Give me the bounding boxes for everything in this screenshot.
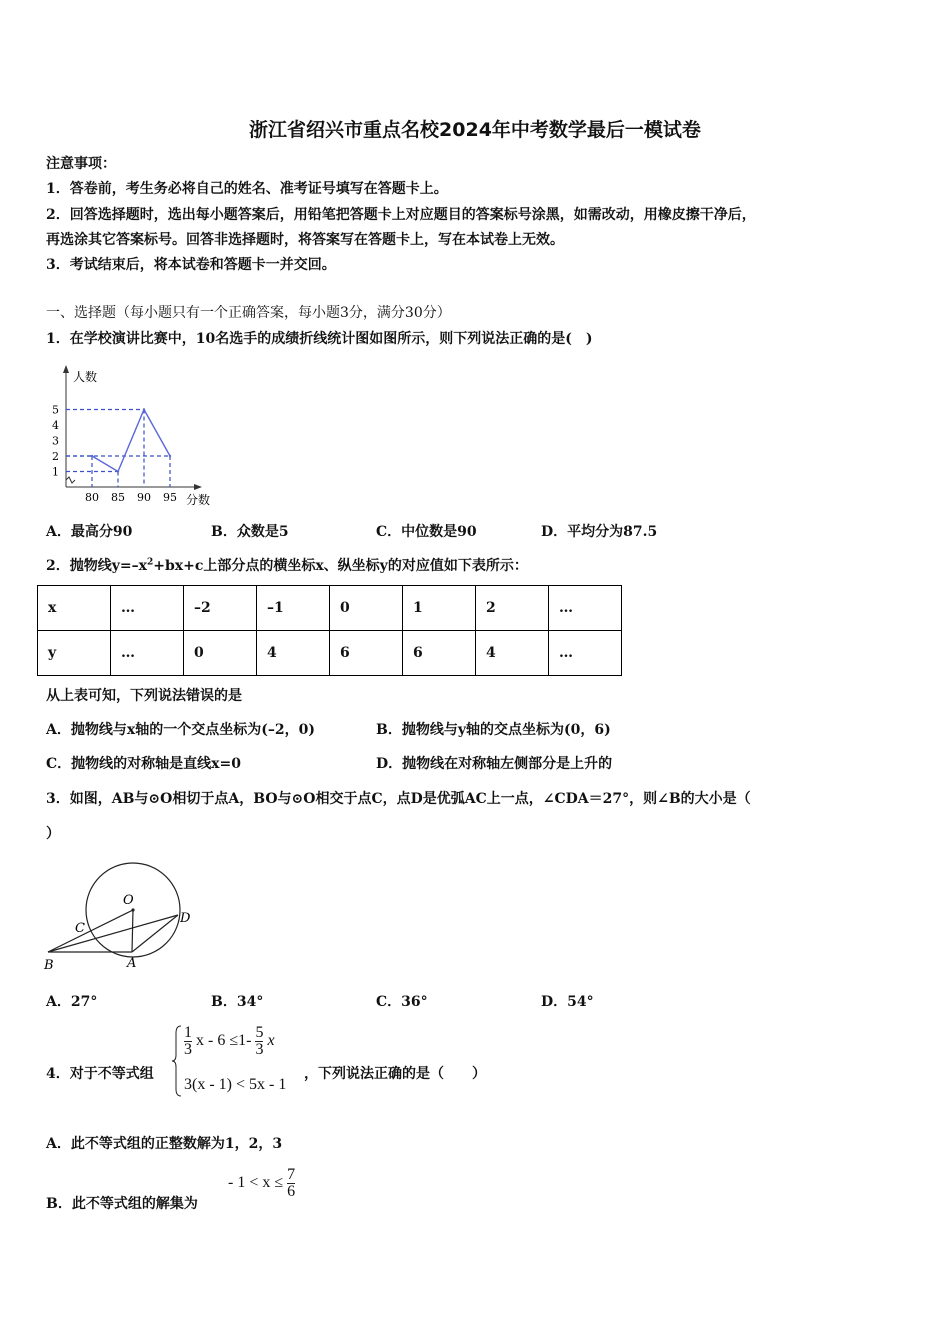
q1-line-chart [46, 362, 226, 507]
q3-circle-figure [40, 855, 210, 975]
q1-option-d[interactable]: D．平均分为87.5 [541, 524, 658, 540]
table-row [38, 631, 622, 676]
series-line [92, 410, 170, 472]
q2-value-table [37, 585, 622, 676]
q4-text-pre: 4．对于不等式组 [46, 1066, 154, 1082]
table-cell: … [549, 586, 622, 631]
x-tick-label: 95 [163, 491, 177, 504]
chart-labels [52, 369, 210, 507]
label-a: A [127, 956, 137, 971]
brace-icon [172, 1025, 182, 1097]
table-cell: 4 [476, 631, 549, 676]
y-tick-label: 3 [52, 434, 59, 448]
q2-option-d[interactable]: D．抛物线在对称轴左侧部分是上升的 [376, 756, 613, 772]
notes-item-2a: 2．回答选择题时，选出每小题答案后，用铅笔把答题卡上对应题目的答案标号涂黑，如需改动，用橡皮擦干净后， [46, 207, 756, 223]
page-title: 浙江省绍兴市重点名校2024年中考数学最后一模试卷 [249, 119, 701, 141]
q4-option-b-math: - 1 < x ≤ $\frac{7}{6}$ [228, 1166, 296, 1200]
label-o: O [123, 893, 134, 908]
q3-option-c[interactable]: C．36° [376, 994, 428, 1010]
table-cell: 2 [476, 586, 549, 631]
point-o [131, 908, 134, 911]
data-point [91, 455, 93, 457]
q1-option-b[interactable]: B．众数是5 [211, 524, 289, 540]
section-heading: 一、选择题（每小题只有一个正确答案，每小题3分，满分30分） [46, 305, 451, 321]
x-tick-label: 85 [111, 491, 125, 504]
chart-guides [66, 410, 170, 488]
y-tick-label: 1 [52, 465, 59, 479]
q2-text: 2．抛物线$y=-x^2+bx+c$上部分点的横坐标x、纵坐标y的对应值如下表所示： [46, 557, 528, 574]
label-d: D [180, 911, 191, 926]
q4-text-post: ，下列说法正确的是（ ） [304, 1066, 486, 1082]
data-point [117, 470, 119, 472]
x-tick-label: 90 [137, 491, 151, 504]
q2-option-c[interactable]: C．抛物线的对称轴是直线x=0 [46, 756, 241, 772]
table-row [38, 586, 622, 631]
table-cell: … [111, 586, 184, 631]
table-cell: –1 [257, 586, 330, 631]
x-axis-label: 分数 [186, 493, 211, 507]
q1-option-c[interactable]: C．中位数是90 [376, 524, 477, 540]
notes-item-2b: 再选涂其它答案标号。回答非选择题时，将答案写在答题卡上，写在本试卷上无效。 [46, 232, 564, 248]
table-cell: 0 [184, 631, 257, 676]
x-tick-label: 80 [85, 491, 99, 504]
data-point [169, 455, 171, 457]
q4-option-a[interactable]: A．此不等式组的正整数解为1，2，3 [46, 1136, 283, 1152]
q4-option-b[interactable]: B．此不等式组的解集为 [46, 1196, 198, 1212]
label-c: C [75, 921, 85, 936]
segment-oa [132, 910, 133, 952]
table-cell: x [38, 586, 111, 631]
label-b: B [44, 958, 54, 973]
y-tick-label: 4 [52, 419, 59, 432]
table-cell: 6 [330, 631, 403, 676]
y-tick-label: 2 [52, 450, 59, 463]
q3-option-d[interactable]: D．54° [541, 994, 594, 1010]
q2-option-a[interactable]: A．抛物线与x轴的一个交点坐标为(–2，0) [46, 722, 315, 738]
chart-series [91, 408, 171, 472]
y-tick-label: 5 [52, 403, 59, 417]
q2-option-b[interactable]: B．抛物线与y轴的交点坐标为(0，6) [376, 722, 611, 738]
table-cell: 6 [403, 631, 476, 676]
data-point [143, 408, 145, 410]
notes-item-3: 3．考试结束后，将本试卷和答题卡一并交回。 [46, 257, 336, 273]
table-cell: 4 [257, 631, 330, 676]
table-cell: –2 [184, 586, 257, 631]
segment-ad [132, 915, 178, 952]
q1-option-a[interactable]: A．最高分90 [46, 524, 133, 540]
table-cell: 0 [330, 586, 403, 631]
q1-text: 1．在学校演讲比赛中，10名选手的成绩折线统计图如图所示，则下列说法正确的是( ) [46, 331, 593, 347]
notes-heading: 注意事项： [46, 156, 116, 172]
notes-item-1: 1．答卷前，考生务必将自己的姓名、准考证号填写在答题卡上。 [46, 181, 448, 197]
table-cell: 1 [403, 586, 476, 631]
q3-option-b[interactable]: B．34° [211, 994, 264, 1010]
q3-text-line1: 3．如图，AB与⊙O相切于点A，BO与⊙O相交于点C，点D是优弧AC上一点，∠CDA＝27°，则∠B的大小是（ [46, 791, 751, 807]
q3-text-line2: ） [46, 826, 60, 842]
q3-option-a[interactable]: A．27° [46, 994, 98, 1010]
q2-after-text: 从上表可知，下列说法错误的是 [46, 688, 242, 704]
table-cell: y [38, 631, 111, 676]
y-axis-label: 人数 [73, 370, 98, 384]
table-cell: … [549, 631, 622, 676]
table-cell: … [111, 631, 184, 676]
